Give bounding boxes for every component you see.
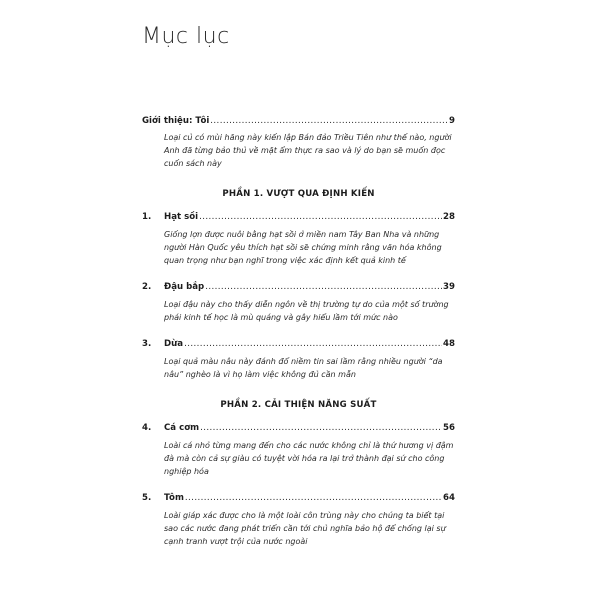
chapter-description: Giống lợn được nuôi bằng hạt sồi ở miền nam Tây Ban Nha và những người Hàn Quốc yêu thích hạt sồi sẽ chứng minh rằng văn hóa không quan trọng như bạn nghĩ trong việc xác định kết quả kinh tế: [164, 230, 442, 265]
toc-chapter-2: [142, 281, 455, 324]
leader-dots: [205, 281, 442, 293]
chapter-description: Loại quả màu nâu này đánh đổ niềm tin sai lầm rằng nhiều người “da nâu” nghèo là vì họ làm việc không đủ cần mẫn: [164, 357, 443, 379]
chapter-number: 4.: [142, 423, 152, 433]
chapter-description: Loại đậu này cho thấy diễn ngôn về thị trường tự do của một số trường phái kinh tế học là mù quáng và gây hiểu lầm tới mức nào: [164, 300, 449, 322]
chapter-page: 64: [443, 493, 455, 503]
leader-dots: [185, 492, 442, 504]
leader-dots: [184, 338, 442, 350]
chapter-description: Loài giáp xác được cho là một loài côn trùng này cho chúng ta biết tại sao các nước đang phát triển cần tới chủ nghĩa bảo hộ để chống lại sự cạnh tranh vượt trội của nước ngoài: [164, 511, 446, 546]
leader-dots: [200, 422, 442, 434]
chapter-label: Dừa: [164, 339, 184, 349]
toc-chapter-row[interactable]: [142, 211, 455, 223]
toc-chapter-5: [142, 492, 455, 548]
toc-chapter-row[interactable]: [142, 281, 455, 293]
leader-dots: [199, 211, 442, 223]
toc-intro-page: 9: [449, 116, 455, 126]
chapter-label: Đậu bắp: [164, 282, 205, 292]
toc-intro-row[interactable]: [142, 115, 455, 127]
leader-dots: [210, 115, 448, 127]
chapter-number: 5.: [142, 493, 152, 503]
page-title: Mục lục: [142, 24, 230, 49]
chapter-page: 56: [443, 423, 455, 433]
toc-chapter-4: [142, 422, 455, 478]
chapter-number: 1.: [142, 212, 152, 222]
chapter-page: 48: [443, 339, 455, 349]
chapter-description: Loài cá nhỏ từng mang đến cho các nước không chỉ là thứ hương vị đậm đà mà còn cả sự giàu có tuyệt vời hóa ra lại trở thành đại sứ cho công nghiệp hóa: [164, 441, 454, 476]
toc-intro-entry: [142, 115, 455, 170]
table-of-contents: [142, 115, 455, 548]
toc-intro-description: Loại củ có mùi hăng này kiến lập Bán đảo Triều Tiên như thế nào, người Anh đã từng bảo thủ về mặt ẩm thực ra sao và lý do bạn sẽ muốn đọc cuốn sách này: [164, 133, 452, 168]
part-2-heading: PHẦN 2. CẢI THIỆN NĂNG SUẤT: [220, 400, 377, 410]
chapter-number: 3.: [142, 339, 152, 349]
chapter-label: Hạt sồi: [164, 212, 199, 222]
chapter-number: 2.: [142, 282, 152, 292]
toc-chapter-row[interactable]: [142, 492, 455, 504]
toc-chapter-1: [142, 211, 455, 267]
chapter-label: Cá cơm: [164, 423, 200, 433]
toc-chapter-row[interactable]: [142, 422, 455, 434]
chapter-page: 28: [443, 212, 455, 222]
part-1-heading: PHẦN 1. VƯỢT QUA ĐỊNH KIẾN: [222, 189, 375, 199]
toc-chapter-3: [142, 338, 455, 381]
chapter-label: Tôm: [164, 493, 184, 503]
toc-chapter-row[interactable]: [142, 338, 455, 350]
toc-intro-label: Giới thiệu: Tôi: [142, 116, 210, 126]
chapter-page: 39: [443, 282, 455, 292]
